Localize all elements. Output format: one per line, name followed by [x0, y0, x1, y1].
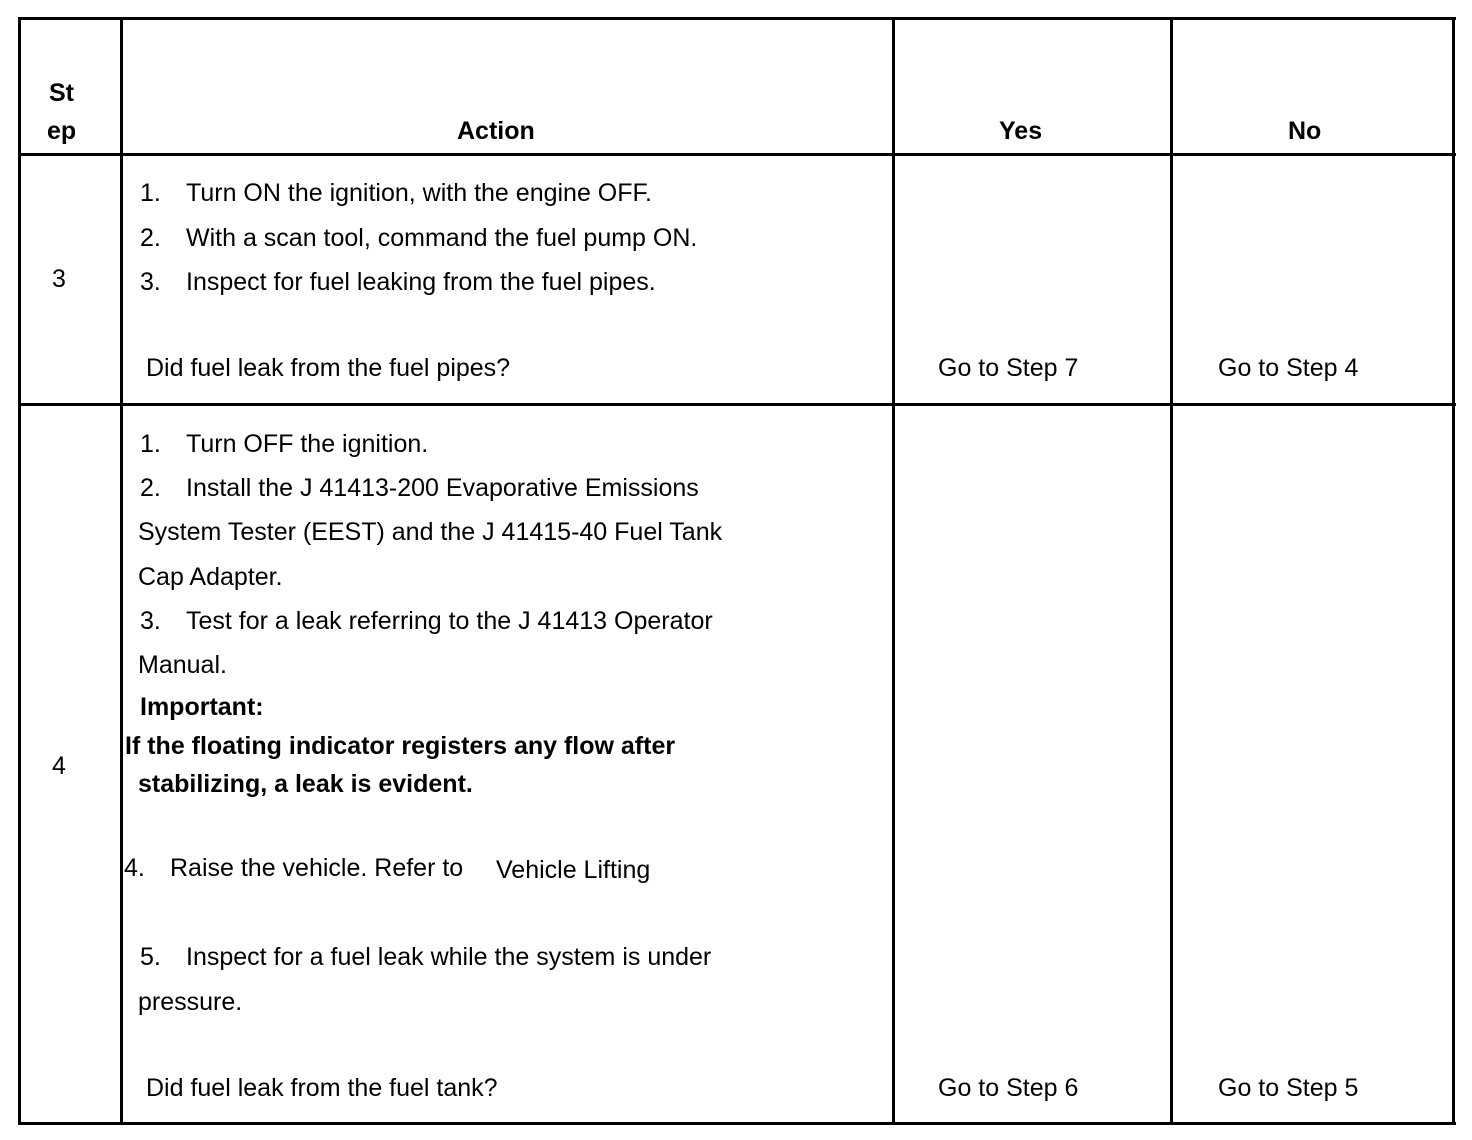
line-number: 3.: [140, 268, 161, 296]
line-number: 2.: [140, 224, 161, 252]
yes-column-divider: [1170, 17, 1173, 1125]
header-step-line1: St: [49, 79, 74, 107]
action-line: [124, 856, 463, 881]
action-line: [140, 609, 713, 634]
header-bottom-border: [18, 153, 1456, 156]
table-right-border: [1452, 17, 1455, 1125]
line-text: Inspect for fuel leaking from the fuel pipes.: [186, 268, 656, 296]
line-number: 5.: [140, 943, 161, 971]
line-text: Test for a leak referring to the J 41413 Operator: [186, 607, 713, 635]
table-top-border: [18, 17, 1456, 20]
line-text: Turn ON the ignition, with the engine OFF.: [186, 179, 652, 207]
action-line: [140, 270, 656, 295]
yes-result: Go to Step 6: [938, 1074, 1079, 1102]
line-number: 2.: [140, 474, 161, 502]
line-number: 3.: [140, 607, 161, 635]
table-left-border: [18, 17, 21, 1125]
no-result: Go to Step 5: [1218, 1074, 1359, 1102]
header-no: No: [1288, 117, 1322, 145]
row-divider: [18, 403, 1456, 406]
action-line: [140, 181, 652, 206]
line-text: Raise the vehicle. Refer to: [170, 854, 464, 882]
line-text: Inspect for a fuel leak while the system is under: [186, 943, 712, 971]
step-number: 4: [52, 752, 66, 780]
vehicle-lifting-link[interactable]: Vehicle Lifting: [496, 856, 651, 884]
line-number: 1.: [140, 179, 161, 207]
action-question: Did fuel leak from the fuel tank?: [146, 1074, 498, 1102]
action-question: Did fuel leak from the fuel pipes?: [146, 354, 511, 382]
step-number: 3: [52, 265, 66, 293]
action-line-continuation: pressure.: [138, 988, 243, 1016]
action-line: [140, 432, 428, 457]
table-bottom-border: [18, 1122, 1456, 1125]
action-line: [140, 476, 699, 501]
line-text: With a scan tool, command the fuel pump ON.: [186, 224, 698, 252]
action-line: [140, 226, 697, 251]
important-text: stabilizing, a leak is evident.: [138, 770, 473, 798]
line-text: Install the J 41413-200 Evaporative Emissions: [186, 474, 699, 502]
header-step-line2: ep: [47, 117, 77, 145]
important-label: Important:: [140, 693, 264, 721]
action-line: [140, 945, 711, 970]
no-result: Go to Step 4: [1218, 354, 1359, 382]
action-column-divider: [892, 17, 895, 1125]
important-text: If the floating indicator registers any flow after: [125, 732, 676, 760]
yes-result: Go to Step 7: [938, 354, 1079, 382]
action-line-continuation: System Tester (EEST) and the J 41415-40 Fuel Tank: [138, 518, 723, 546]
header-yes: Yes: [999, 117, 1043, 145]
line-text: Turn OFF the ignition.: [186, 430, 429, 458]
line-number: 4.: [124, 854, 145, 882]
header-action: Action: [457, 117, 535, 145]
step-column-divider: [120, 17, 123, 1125]
action-line-continuation: Manual.: [138, 651, 227, 679]
line-number: 1.: [140, 430, 161, 458]
action-line-continuation: Cap Adapter.: [138, 563, 283, 591]
